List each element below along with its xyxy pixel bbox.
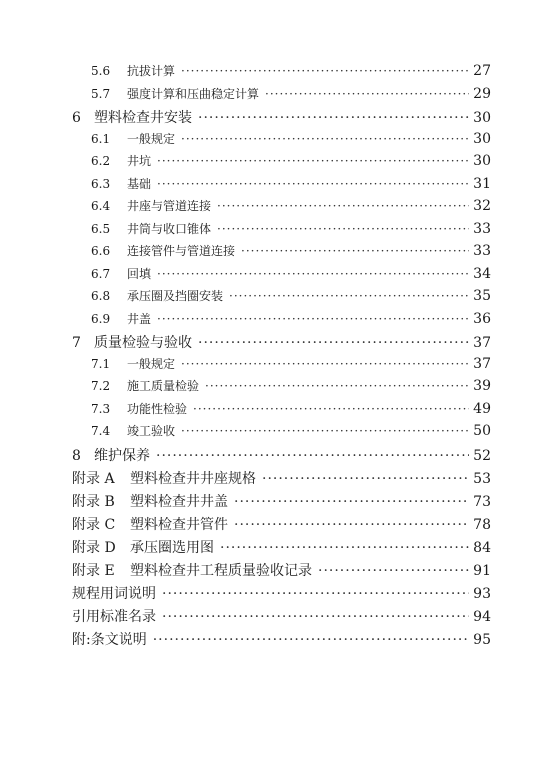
toc-dot-leader (157, 177, 469, 191)
toc-entry-number: 6.2 (91, 154, 111, 168)
toc-entry-number: 6.4 (91, 199, 111, 213)
toc-dot-leader (181, 357, 469, 371)
toc-entry-title: 塑料检查井井座规格 (130, 471, 256, 487)
toc-entry-number: 7.2 (91, 379, 111, 393)
toc-entry-page: 39 (473, 378, 491, 394)
toc-entry[interactable] (91, 242, 491, 264)
toc-dot-leader (198, 335, 469, 351)
toc-entry[interactable] (72, 107, 491, 129)
toc-entry-title: 基础 (127, 177, 152, 191)
toc-entry-title: 回填 (127, 267, 152, 281)
toc-entry[interactable] (91, 220, 491, 242)
toc-entry-number: 5.6 (91, 64, 111, 78)
toc-entry-page: 30 (473, 153, 491, 169)
toc-entry-title: 引用标准名录 (72, 609, 156, 625)
toc-entry-number: 6.3 (91, 177, 111, 191)
toc-entry-title: 塑料检查井安装 (94, 110, 192, 126)
toc-entry-page: 50 (473, 423, 491, 439)
toc-entry-page: 91 (473, 563, 491, 579)
toc-entry-title: 强度计算和压曲稳定计算 (127, 87, 260, 101)
toc-entry-number: 附录 B (72, 494, 115, 510)
toc-dot-leader (234, 517, 469, 533)
toc-entry-title: 质量检验与验收 (94, 335, 192, 351)
toc-entry[interactable] (91, 377, 491, 399)
toc-entry-title: 承压圈及挡圈安装 (127, 289, 224, 303)
toc-entry-page: 34 (473, 266, 491, 282)
toc-entry-number: 附录 C (72, 517, 116, 533)
toc-entry-number: 附录 D (72, 540, 116, 556)
toc-entry-page: 52 (473, 448, 491, 464)
toc-entry-number: 6.5 (91, 222, 111, 236)
toc-entry-title: 连接管件与管道连接 (127, 244, 236, 258)
toc-entry-title: 附:条文说明 (72, 632, 147, 648)
toc-entry[interactable] (91, 130, 491, 152)
toc-entry[interactable] (72, 537, 491, 559)
toc-entry[interactable] (91, 152, 491, 174)
toc-entry-page: 78 (473, 517, 491, 533)
toc-dot-leader (265, 87, 469, 101)
toc-entry-number: 6.6 (91, 244, 111, 258)
toc-entry[interactable] (91, 265, 491, 287)
toc-entry-page: 49 (473, 401, 491, 417)
toc-entry-title: 维护保养 (94, 448, 150, 464)
toc-entry-number: 6.9 (91, 312, 111, 326)
toc-dot-leader (198, 110, 469, 126)
toc-entry[interactable] (91, 310, 491, 332)
toc-entry-number: 7 (72, 335, 81, 351)
toc-entry-title: 功能性检验 (127, 402, 188, 416)
toc-entry-number: 5.7 (91, 87, 111, 101)
toc-dot-leader (181, 64, 469, 78)
toc-dot-leader (181, 132, 469, 146)
toc-entry-number: 7.1 (91, 357, 111, 371)
toc-entry[interactable] (91, 400, 491, 422)
toc-entry-page: 30 (473, 131, 491, 147)
toc-entry[interactable] (72, 445, 491, 467)
toc-dot-leader (162, 586, 469, 602)
toc-entry-number: 6.1 (91, 132, 111, 146)
toc-dot-leader (205, 379, 469, 393)
toc-entry-number: 附录 E (72, 563, 115, 579)
toc-entry-page: 53 (473, 471, 491, 487)
toc-entry[interactable] (72, 606, 491, 628)
toc-dot-leader (193, 402, 469, 416)
toc-entry-number: 7.4 (91, 424, 111, 438)
toc-entry-page: 73 (473, 494, 491, 510)
toc-entry-page: 29 (473, 86, 491, 102)
toc-dot-leader (157, 267, 469, 281)
toc-dot-leader (181, 424, 469, 438)
toc-entry-number: 附录 A (72, 471, 115, 487)
toc-entry-page: 37 (473, 356, 491, 372)
toc-entry-number: 6.8 (91, 289, 111, 303)
toc-entry-title: 竣工验收 (127, 424, 176, 438)
toc-entry-title: 井坑 (127, 154, 152, 168)
toc-dot-leader (318, 563, 469, 579)
toc-entry-title: 塑料检查井管件 (130, 517, 228, 533)
toc-entry-page: 35 (473, 288, 491, 304)
toc-dot-leader (220, 540, 469, 556)
toc-entry-title: 井座与管道连接 (127, 199, 212, 213)
toc-entry-page: 93 (473, 586, 491, 602)
toc-entry-title: 井盖 (127, 312, 152, 326)
toc-dot-leader (156, 448, 469, 464)
toc-dot-leader (157, 312, 469, 326)
toc-entry-page: 33 (473, 221, 491, 237)
toc-entry[interactable] (91, 355, 491, 377)
toc-entry[interactable] (91, 62, 491, 84)
toc-entry-title: 塑料检查井工程质量验收记录 (130, 563, 312, 579)
toc-entry-page: 33 (473, 243, 491, 259)
toc-entry-title: 施工质量检验 (127, 379, 200, 393)
toc-entry-page: 94 (473, 609, 491, 625)
toc-dot-leader (157, 154, 469, 168)
toc-dot-leader (217, 222, 469, 236)
toc-entry-title: 承压圈选用图 (130, 540, 214, 556)
toc-entry[interactable] (91, 197, 491, 219)
toc-entry-number: 6 (72, 110, 81, 126)
toc-entry[interactable] (91, 85, 491, 107)
toc-entry-page: 30 (473, 110, 491, 126)
toc-entry-title: 塑料检查井井盖 (130, 494, 228, 510)
toc-entry-number: 6.7 (91, 267, 111, 281)
toc-dot-leader (153, 632, 469, 648)
toc-entry[interactable] (91, 422, 491, 444)
toc-entry[interactable] (91, 175, 491, 197)
toc-entry-title: 一般规定 (127, 357, 176, 371)
toc-entry-title: 一般规定 (127, 132, 176, 146)
toc-entry-title: 规程用词说明 (72, 586, 156, 602)
toc-dot-leader (241, 244, 469, 258)
toc-entry-number: 8 (72, 448, 81, 464)
toc-entry[interactable] (91, 287, 491, 309)
toc-entry[interactable] (72, 583, 491, 605)
toc-entry-page: 27 (473, 63, 491, 79)
toc-entry-page: 95 (473, 632, 491, 648)
toc-entry[interactable] (72, 491, 491, 513)
toc-entry-page: 32 (473, 198, 491, 214)
toc-dot-leader (229, 289, 469, 303)
toc-entry-page: 37 (473, 335, 491, 351)
toc-dot-leader (217, 199, 469, 213)
toc-dot-leader (234, 494, 469, 510)
toc-entry-number: 7.3 (91, 402, 111, 416)
toc-entry[interactable] (72, 514, 491, 536)
toc-dot-leader (162, 609, 469, 625)
toc-entry-page: 31 (473, 176, 491, 192)
toc-entry-title: 井筒与收口锥体 (127, 222, 212, 236)
toc-entry[interactable] (72, 560, 491, 582)
toc-entry[interactable] (72, 629, 491, 651)
toc-entry-title: 抗拔计算 (127, 64, 176, 78)
toc-dot-leader (262, 471, 469, 487)
toc-entry[interactable] (72, 332, 491, 354)
toc-entry[interactable] (72, 468, 491, 490)
toc-entry-page: 36 (473, 311, 491, 327)
toc-entry-page: 84 (473, 540, 491, 556)
